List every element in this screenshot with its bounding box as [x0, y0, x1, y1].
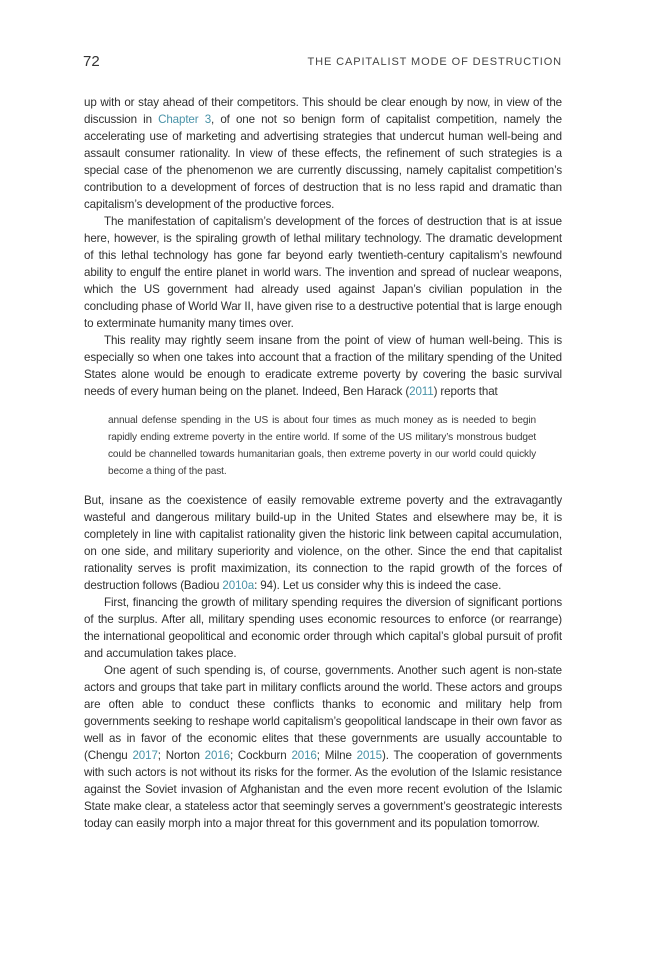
text-run: One agent of such spending is, of course, governments. Another such agent is non-state actors and groups that take part in military conflicts around the world. These actors and groups are often able to conduct these conflicts thanks to economic and military help from governments seeking to reshape world capitalism’s geopolitical landscape in their own favor as well as in favor of the economic elites that these governments are usually accountable to (Chengu — [84, 664, 562, 762]
paragraph-1 — [84, 94, 562, 213]
text-run: ; Cockburn — [229, 749, 292, 762]
main-text — [84, 94, 562, 832]
citation-link[interactable]: 2015 — [356, 749, 382, 762]
page-number: 72 — [83, 53, 100, 70]
citation-link[interactable]: 2011 — [409, 385, 434, 398]
text-run: ) reports that — [433, 385, 498, 398]
chapter-link[interactable]: Chapter 3 — [158, 113, 212, 126]
text-run: up with or stay ahead of their competitors. This should be clear enough by now, in view of the discussion in — [84, 96, 562, 126]
text-run: ). The cooperation of governments with such actors is not without its risks for the former. As the evolution of the Islamic resistance against the Soviet invasion of Afghanistan and the even more recent evolution of the Islamic State make clear, a stateless actor that seemingly serves a government’s geostrategic interests today can easily morph into a major threat for this government and its population tomorrow. — [84, 749, 562, 830]
paragraph-5: First, financing the growth of military spending requires the diversion of significant portions of the surplus. After all, military spending uses economic resources to enforce (or rearrange) the international geopolitical and economic order through which capital’s global pursuit of profit and accumulation takes place. — [84, 596, 562, 660]
paragraph-4 — [84, 492, 562, 594]
citation-link[interactable]: 2010a — [222, 579, 255, 592]
text-run: This reality may rightly seem insane from the point of view of human well-being. This is especially so when one takes into account that a fraction of the military spending of the United States alone would be enough to eradicate extreme poverty by covering the basic survival needs of every human being on the planet. Indeed, Ben Harack ( — [84, 334, 562, 398]
running-head: THE CAPITALIST MODE OF DESTRUCTION — [307, 56, 562, 68]
text-run: : 94). Let us consider why this is indeed the case. — [254, 579, 502, 592]
text-run: ; Norton — [157, 749, 205, 762]
citation-link[interactable]: 2017 — [132, 749, 158, 762]
citation-link[interactable]: 2016 — [291, 749, 317, 762]
text-run: , of one not so benign form of capitalist competition, namely the accelerating use of marketing and advertising strategies that undercut human well-being and assault consumer rationality. In view of these effects, the refinement of such strategies is a special case of the phenomenon we are currently discussing, namely capitalist competition’s contribution to a development of forces of destruction that is no less rapid and dramatic than capitalism’s development of the productive forces. — [84, 113, 562, 211]
paragraph-6 — [84, 662, 562, 832]
paragraph-3 — [84, 332, 562, 400]
text-run: But, insane as the coexistence of easily removable extreme poverty and the extravagantly wasteful and dangerous military build-up in the United States and elsewhere may be, it is completely in line with capitalist rationality given the historic link between capital accumulation, on one side, and military superiority and violence, on the other. Since the end that capitalist rationality serves is profit maximization, its connection to the rapid growth of the forces of destruction follows (Badiou — [84, 494, 562, 592]
text-run: ; Milne — [316, 749, 357, 762]
citation-link[interactable]: 2016 — [204, 749, 230, 762]
paragraph-2: The manifestation of capitalism’s development of the forces of destruction that is at issue here, however, is the spiraling growth of lethal military technology. The dramatic development of this lethal technology has gone far beyond early twentieth-century capitalism’s newfound ability to engulf the entire planet in world wars. The invention and spread of nuclear weapons, which the US government had already used against Japan’s civilian population in the concluding phase of World War II, have given rise to a destructive potential that is large enough to exterminate humanity many times over. — [84, 215, 562, 330]
block-quote: annual defense spending in the US is about four times as much money as is needed to begin rapidly ending extreme poverty in the entire world. If some of the US military’s monstrous budget could be channelled towards humanitarian goals, then extreme poverty in our world could quickly become a thing of the past. — [108, 415, 536, 477]
